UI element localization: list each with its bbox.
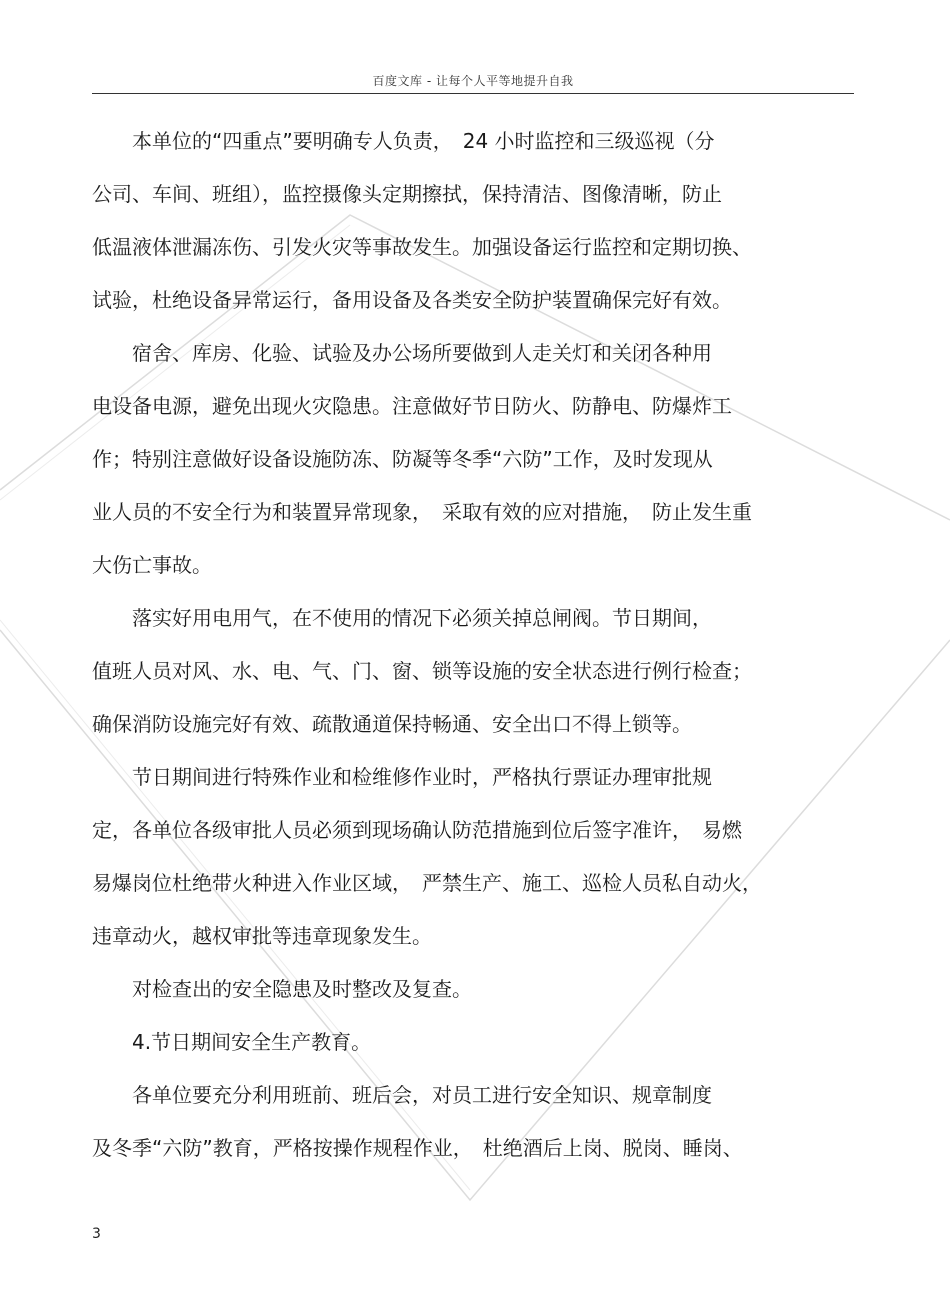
text-line: 对检查出的安全隐患及时整改及复查。 bbox=[92, 977, 472, 1001]
text-line: 节日期间进行特殊作业和检维修作业时，严格执行票证办理审批规 bbox=[92, 765, 712, 789]
text-line: 试验，杜绝设备异常运行，备用设备及各类安全防护装置确保完好有效。 bbox=[92, 288, 732, 312]
text-line: 业人员的不安全行为和装置异常现象， 采取有效的应对措施， 防止发生重 bbox=[92, 500, 752, 524]
text-line: 作；特别注意做好设备设施防冻、防凝等冬季“六防”工作，及时发现从 bbox=[92, 447, 713, 471]
text-line: 电设备电源，避免出现火灾隐患。注意做好节日防火、防静电、防爆炸工 bbox=[92, 394, 732, 418]
text-line: 落实好用电用气，在不使用的情况下必须关掉总闸阀。节日期间， bbox=[92, 606, 712, 630]
text-line: 本单位的“四重点”要明确专人负责， 24 小时监控和三级巡视（分 bbox=[92, 129, 715, 153]
page-header: 百度文库 - 让每个人平等地提升自我 bbox=[372, 74, 574, 88]
document-body bbox=[92, 121, 854, 1181]
text-line: 确保消防设施完好有效、疏散通道保持畅通、安全出口不得上锁等。 bbox=[92, 712, 692, 736]
header-divider bbox=[92, 93, 854, 94]
text-line: 违章动火，越权审批等违章现象发生。 bbox=[92, 924, 432, 948]
text-line: 值班人员对风、水、电、气、门、窗、锁等设施的安全状态进行例行检查； bbox=[92, 659, 752, 683]
text-line: 易爆岗位杜绝带火种进入作业区域， 严禁生产、施工、巡检人员私自动火， bbox=[92, 871, 762, 895]
text-line: 低温液体泄漏冻伤、引发火灾等事故发生。加强设备运行监控和定期切换、 bbox=[92, 235, 752, 259]
text-line: 各单位要充分利用班前、班后会，对员工进行安全知识、规章制度 bbox=[92, 1083, 712, 1107]
text-line: 宿舍、库房、化验、试验及办公场所要做到人走关灯和关闭各种用 bbox=[92, 341, 712, 365]
text-line: 定，各单位各级审批人员必须到现场确认防范措施到位后签字准许， 易燃 bbox=[92, 818, 742, 842]
page-number: 3 bbox=[92, 1226, 101, 1242]
text-line: 公司、车间、班组），监控摄像头定期擦拭，保持清洁、图像清晰，防止 bbox=[92, 182, 722, 206]
text-line: 4.节日期间安全生产教育。 bbox=[92, 1030, 372, 1054]
text-line: 及冬季“六防”教育，严格按操作规程作业， 杜绝酒后上岗、脱岗、睡岗、 bbox=[92, 1136, 743, 1160]
text-line: 大伤亡事故。 bbox=[92, 553, 212, 577]
